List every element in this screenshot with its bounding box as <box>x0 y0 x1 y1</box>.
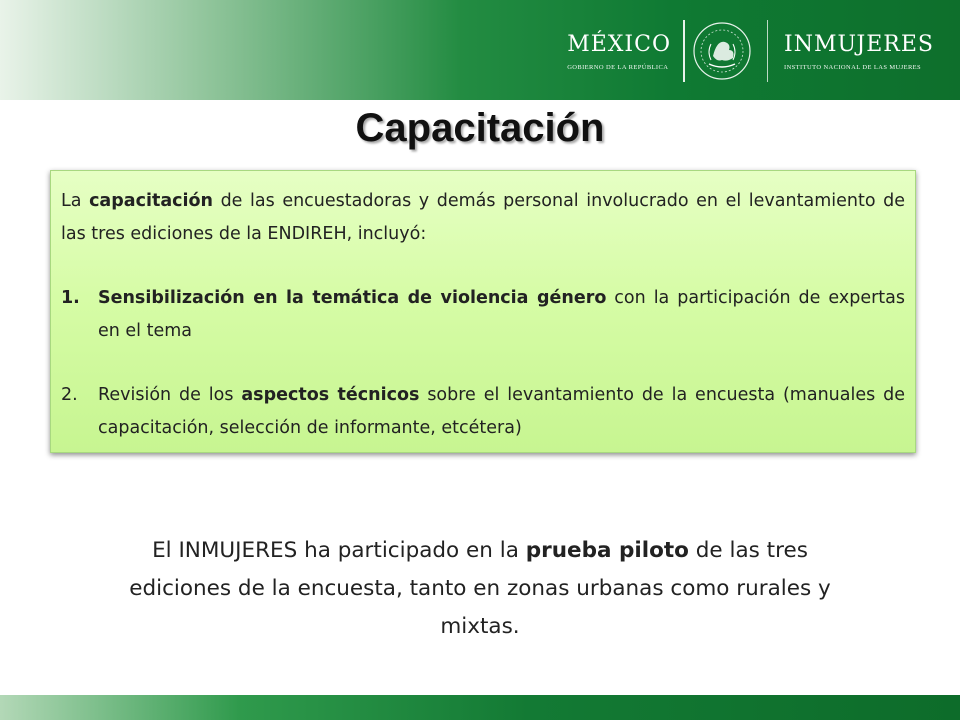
training-summary-box <box>50 170 916 453</box>
list-item-post: con la participación de expertas en el tema <box>98 288 905 341</box>
intro-text-post: de las encuestadoras y demás personal involucrado en el levantamiento de las tres ediciones de la ENDIREH, incluyó: <box>61 191 905 244</box>
list-item-text <box>98 379 905 445</box>
inmujeres-logo <box>784 32 934 71</box>
list-item-post: sobre el levantamiento de la encuesta (manuales de capacitación, selección de informante, etcétera) <box>98 385 905 438</box>
intro-text-bold: capacitación <box>89 191 213 211</box>
training-list <box>61 282 905 445</box>
closing-paragraph <box>120 532 840 646</box>
list-item <box>61 379 905 445</box>
list-item-pre: Revisión de los <box>98 385 242 405</box>
list-item-text <box>98 282 905 348</box>
header-band <box>0 0 960 100</box>
list-item-number: 2. <box>61 385 78 405</box>
logo-divider <box>683 20 685 82</box>
footer-band <box>0 695 960 720</box>
mexico-logo-name: MÉXICO <box>567 31 671 57</box>
mexico-logo <box>567 32 671 71</box>
inmujeres-logo-name: INMUJERES <box>784 31 934 57</box>
header-logos <box>567 16 934 86</box>
closing-text-bold: prueba piloto <box>525 538 689 563</box>
list-item-number: 1. <box>61 288 80 308</box>
mexico-logo-subtitle: GOBIERNO DE LA REPÚBLICA <box>567 63 669 71</box>
logo-divider-2 <box>767 20 768 82</box>
intro-paragraph <box>61 185 905 251</box>
coat-of-arms-icon <box>691 20 753 82</box>
inmujeres-logo-subtitle: INSTITUTO NACIONAL DE LAS MUJERES <box>784 63 922 71</box>
closing-text-pre: El INMUJERES ha participado en la <box>152 538 526 563</box>
list-item-bold: Sensibilización en la temática de violencia género <box>98 288 607 308</box>
list-item <box>61 282 905 348</box>
closing-text-post: de las tres ediciones de la encuesta, tanto en zonas urbanas como rurales y mixtas. <box>129 538 831 639</box>
page-title: Capacitación <box>355 106 605 150</box>
list-item-bold: aspectos técnicos <box>241 385 420 405</box>
intro-text-pre: La <box>61 191 90 211</box>
